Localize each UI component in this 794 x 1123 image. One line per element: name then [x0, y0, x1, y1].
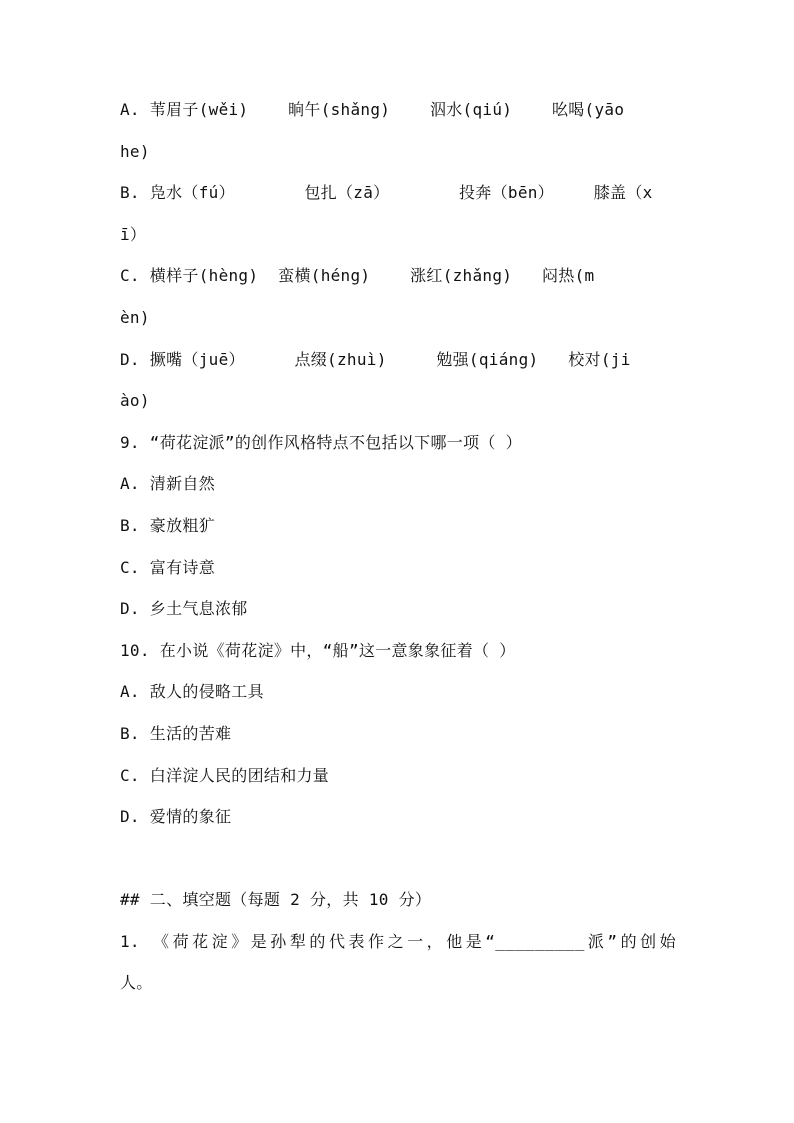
question-9-option-a: A. 清新自然 — [120, 474, 215, 494]
question-10-option-d: D. 爱情的象征 — [120, 807, 232, 827]
question-9-option-b: B. 豪放粗犷 — [120, 515, 215, 535]
option-c-line-2: èn) — [120, 307, 150, 327]
option-b-line-1: B. 凫水（fú） 包扎（zā） 投奔（bēn） 膝盖（x — [120, 183, 653, 203]
option-a-line-2: he) — [120, 141, 150, 161]
section-spacer — [120, 849, 676, 891]
question-9: 9. “荷花淀派”的创作风格特点不包括以下哪一项（ ） — [120, 432, 522, 452]
document-page — [120, 100, 676, 1015]
question-10-option-b: B. 生活的苦难 — [120, 723, 232, 743]
option-b-line-2: ī） — [120, 224, 147, 244]
question-10: 10. 在小说《荷花淀》中，“船”这一意象象征着（ ） — [120, 640, 516, 660]
fill-in-question-1: 1. 《荷花淀》是孙犁的代表作之一，他是“_________派”的创始 — [120, 931, 676, 951]
option-c-line-1: C. 横样子(hèng) 蛮横(héng) 涨红(zhǎng) 闷热(m — [120, 266, 595, 286]
question-9-option-d: D. 乡土气息浓郁 — [120, 599, 248, 619]
fill-in-question-1-continued: 人。 — [120, 973, 153, 993]
question-9-option-c: C. 富有诗意 — [120, 557, 215, 577]
option-d-line-2: ào) — [120, 391, 150, 411]
question-10-option-c: C. 白洋淀人民的团结和力量 — [120, 765, 330, 785]
option-a-line-1: A. 苇眉子(wěi) 晌午(shǎng) 泅水(qiú) 吆喝(yāo — [120, 100, 625, 119]
question-10-option-a: A. 敌人的侵略工具 — [120, 682, 264, 702]
section-heading: ## 二、填空题（每题 2 分，共 10 分） — [120, 890, 432, 910]
option-d-line-1: D. 撅嘴（juē） 点缀(zhuì) 勉强(qiáng) 校对(ji — [120, 349, 631, 369]
